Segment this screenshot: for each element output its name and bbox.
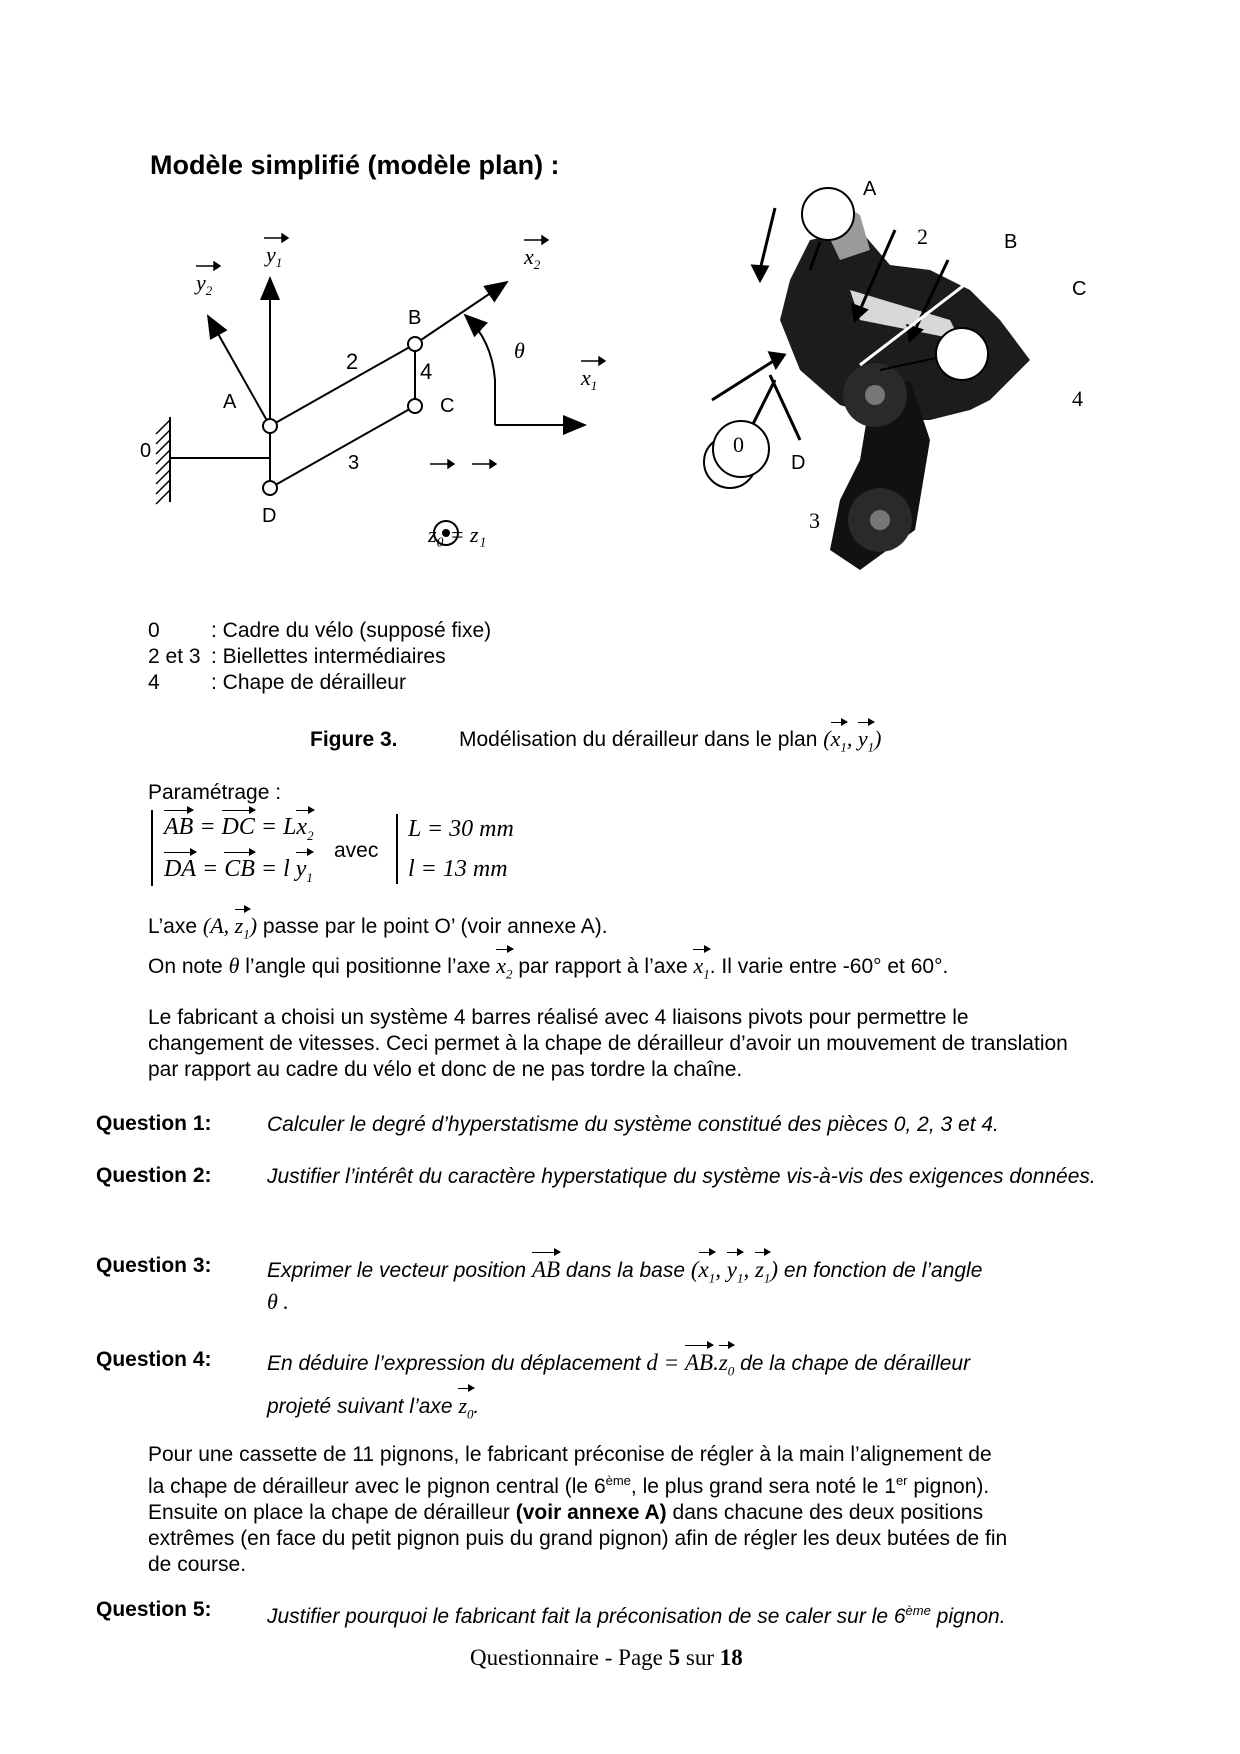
- question-4-label: Question 4:: [96, 1348, 212, 1371]
- label-theta: θ: [514, 338, 525, 363]
- photo-label-C: C: [1072, 278, 1087, 300]
- question-1-label: Question 1:: [96, 1112, 212, 1135]
- question-3-theta: θ .: [267, 1289, 289, 1314]
- legend-item: 2 et 3 : Biellettes intermédiaires: [148, 645, 446, 668]
- label-3: 3: [348, 452, 360, 474]
- label-B: B: [408, 307, 422, 329]
- callout-3-label: 3: [809, 508, 820, 533]
- equation-ab-dc: AB = DC = $Lx_2$: [164, 808, 314, 844]
- question-2-label: Question 2:: [96, 1164, 212, 1187]
- callout-0-label: 0: [733, 432, 744, 457]
- page-footer: Questionnaire - Page 5 sur 18: [470, 1645, 743, 1670]
- label-y1: $y_1$: [266, 242, 283, 270]
- y2-axis: [208, 316, 270, 426]
- question-5-label: Question 5:: [96, 1598, 212, 1621]
- question-4-text: En déduire l’expression du déplacement $d = AB.z_0$ de la chape de dérailleur: [267, 1343, 1099, 1385]
- pivot-A: [263, 419, 277, 433]
- label-2: 2: [346, 349, 359, 374]
- figure-caption: Figure 3. Modélisation du dérailleur dans le plan ($x_1$, $y_1$): [310, 720, 881, 760]
- parametrage-heading: Paramétrage :: [148, 781, 282, 804]
- theta-arc: [465, 315, 495, 425]
- label-D: D: [262, 505, 277, 527]
- legend: [148, 618, 491, 696]
- photo-label-A: A: [863, 178, 877, 200]
- L-value: L = 30 mm: [408, 816, 514, 842]
- legend-item: 0 : Cadre du vélo (supposé fixe): [148, 619, 492, 642]
- page-title: Modèle simplifié (modèle plan) :: [150, 150, 560, 180]
- avec-label: avec: [334, 839, 379, 862]
- axe-line: L’axe (A, $z_1$) passe par le point O’ (voir annexe A).: [148, 907, 608, 947]
- link-3: [270, 406, 415, 488]
- ground-hatch: [156, 420, 170, 504]
- question-1-text: Calculer le degré d’hyperstatisme du système constitué des pièces 0, 2, 3 et 4.: [267, 1113, 999, 1136]
- pivot-D: [263, 481, 277, 495]
- derailleur-photo: [700, 170, 1120, 620]
- l-value: l = 13 mm: [408, 856, 508, 882]
- label-x1: $x_1$: [581, 365, 598, 393]
- paragraph-four-bar: Le fabricant a choisi un système 4 barres réalisé avec 4 liaisons pivots pour permettre le changement de vitesses. Ceci permet à la chape de dérailleur d’avoir un mouvement de translation par rapport au cadre du vélo et donc de ne pas tordre la chaîne.: [148, 1006, 1068, 1081]
- question-4-line2: projeté suivant l’axe $z_0$.: [267, 1386, 479, 1427]
- question-2-text: Justifier l’intérêt du caractère hyperstatique du système vis-à-vis des exigences données.: [267, 1165, 1096, 1188]
- link-2: [270, 344, 415, 426]
- label-x2: $x_2$: [524, 244, 541, 272]
- paragraph-reglage: Pour une cassette de 11 pignons, le fabricant préconise de régler à la main l’alignement de la chape de dérailleur avec le pignon central (le 6ème, le plus grand sera noté le 1er pignon). Ensuite on place la chape de dérailleur (voir annexe A) dans chacune des deux positions extrêmes (en face du petit pignon puis du grand pignon) afin de régler les deux butées de fin de course.: [148, 1443, 1008, 1576]
- question-3-text: Exprimer le vecteur position AB dans la base ($x_1$, $y_1$, $z_1$) en fonction de l’angle: [267, 1250, 1099, 1292]
- equation-da-cb: DA = CB = l $y_1$: [164, 850, 313, 886]
- label-A: A: [223, 391, 237, 413]
- x2-axis: [415, 282, 507, 344]
- pivot-B: [408, 337, 422, 351]
- label-z-eq: z₀ = z₁: [428, 522, 487, 547]
- callout-4-label: 4: [1072, 386, 1083, 411]
- photo-label-B: B: [1004, 231, 1018, 253]
- question-5-text: Justifier pourquoi le fabricant fait la préconisation de se caler sur le 6ème pignon.: [267, 1603, 1006, 1628]
- pivot-C: [408, 399, 422, 413]
- callout-2: [802, 188, 854, 240]
- callout-2-label: 2: [917, 224, 928, 249]
- label-C: C: [440, 395, 455, 417]
- kinematic-schema: [120, 230, 620, 560]
- left-brace: [151, 810, 153, 886]
- photo-label-D: D: [791, 452, 806, 474]
- label-4: 4: [420, 359, 433, 384]
- question-3-label: Question 3:: [96, 1254, 212, 1277]
- legend-item: 4 : Chape de dérailleur: [148, 671, 406, 694]
- right-brace: [396, 814, 398, 884]
- label-y2: $y_2$: [196, 270, 213, 298]
- callout-4: [936, 328, 988, 380]
- label-0: 0: [140, 440, 152, 462]
- note-line: On note θ l’angle qui positionne l’axe $x_2$ par rapport à l’axe $x_1$. Il varie entre -60° et 60°.: [148, 947, 948, 987]
